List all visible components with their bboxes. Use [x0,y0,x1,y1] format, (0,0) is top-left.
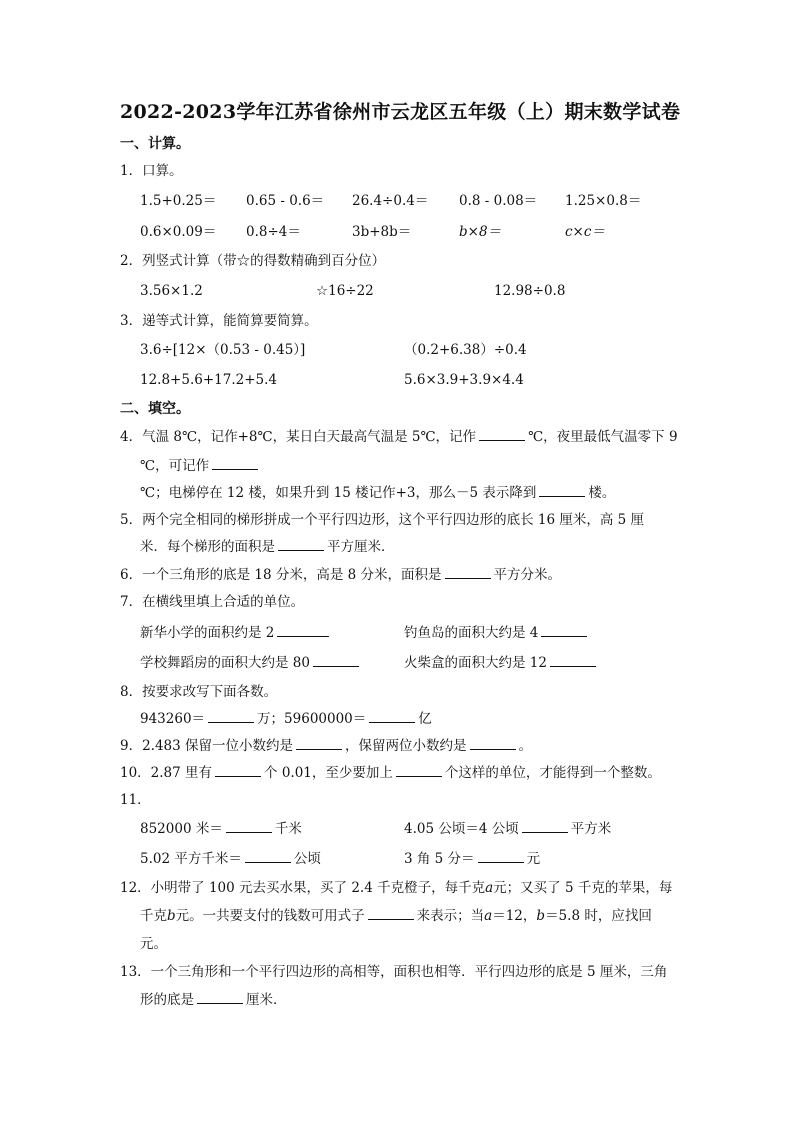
question-1-label: 1．口算。 [120,163,183,179]
q11-text: 平方米 [570,821,612,837]
answer-blank[interactable] [212,457,258,470]
mental-math-item: 0.8÷4＝ [246,224,301,240]
unit-fill-text: 新华小学的面积约是 2 [140,625,275,641]
q11-text: 4.05 公顷＝4 公顷 [404,821,519,837]
question-5-line-2 [140,538,395,556]
stepwise-calc-item: （0.2+6.38）÷0.4 [404,342,527,358]
vertical-calc-item: ☆16÷22 [316,283,374,299]
answer-blank[interactable] [278,538,324,551]
answer-blank[interactable] [522,820,568,833]
answer-blank[interactable] [368,907,414,920]
mental-math-item: b×8＝ [459,224,502,240]
mental-math-item: 0.8 - 0.08＝ [459,193,538,209]
unit-fill-text: 钓鱼岛的面积大约是 4 [404,625,539,641]
question-8-items [140,710,432,728]
variable-a: a [484,908,493,924]
mental-math-item: 1.25×0.8＝ [565,193,642,209]
q6-text: 6．一个三角形的底是 18 分米，高是 8 分米，面积是 [120,567,442,583]
q11-text: 公顷 [293,851,321,867]
page-title: 2022-2023学年江苏省徐州市云龙区五年级（上）期末数学试卷 [120,101,681,123]
q4-text: 楼。 [588,485,616,501]
question-13-line-2 [140,991,287,1009]
unit-convert-item [140,820,302,838]
question-11-label: 11． [120,792,151,808]
unit-fill-text: 学校舞蹈房的面积大约是 80 [140,655,310,671]
q11-text: 千米 [274,821,302,837]
variable-b: b [167,908,176,924]
q13-text: 厘米． [246,992,287,1008]
q8-text: 亿 [418,711,432,727]
q4-text: 4．气温 8℃，记作+8℃，某日白天最高气温是 5℃，记作 [120,429,477,445]
unit-fill-item [140,624,332,642]
question-8-label: 8．按要求改写下面各数。 [120,684,278,700]
question-12-line-2 [140,907,652,925]
q9-text: ，保留两位小数约是 [345,738,467,754]
unit-convert-item [404,850,540,868]
question-9 [120,737,532,755]
q11-text: 元 [526,851,541,867]
q11-text: 5.02 平方千米＝ [140,851,242,867]
mental-math-item: c×c＝ [565,224,605,240]
unit-fill-item [140,654,362,672]
question-6 [120,566,561,584]
q12-text: ＝5.8 时，应找回 [545,908,652,924]
question-13-line-1: 13．一个三角形和一个平行四边形的高相等，面积也相等．平行四边形的底是 5 厘米，三角 [120,964,668,980]
q9-text: 9．2.483 保留一位小数约是 [120,738,294,754]
mental-math-item: 0.65 - 0.6＝ [246,193,325,209]
answer-blank[interactable] [215,764,261,777]
answer-blank[interactable] [208,710,254,723]
answer-blank[interactable] [396,764,442,777]
question-2-label: 2．列竖式计算（带☆的得数精确到百分位） [120,253,386,269]
answer-blank[interactable] [479,428,525,441]
answer-blank[interactable] [470,737,516,750]
q10-text: 10．2.87 里有 [120,765,213,781]
q5-text: 米．每个梯形的面积是 [140,539,275,555]
answer-blank[interactable] [550,654,596,667]
answer-blank[interactable] [445,566,491,579]
question-12-line-1 [120,879,672,897]
q9-text: 。 [518,738,533,754]
mental-math-item: 26.4÷0.4＝ [352,193,429,209]
q8-text: 万；59600000＝ [257,711,367,727]
variable-b: b [536,908,546,924]
question-4-line-1 [120,428,678,446]
mental-math-item: 1.5+0.25＝ [140,193,217,209]
answer-blank[interactable] [296,737,342,750]
unit-convert-item [140,850,321,868]
q10-text: 个这样的单位，才能得到一个整数。 [444,765,661,781]
unit-fill-text: 火柴盒的面积大约是 12 [404,655,547,671]
answer-blank[interactable] [313,654,359,667]
answer-blank[interactable] [277,624,329,637]
question-4-line-2 [140,457,261,475]
q8-text: 943260＝ [140,711,206,727]
vertical-calc-item: 3.56×1.2 [140,283,203,299]
q10-text: 个 0.01，至少要加上 [264,765,393,781]
unit-fill-item [404,654,599,672]
q12-text: 元。一共要支付的钱数可用式子 [175,908,365,924]
answer-blank[interactable] [197,991,243,1004]
question-4-line-3 [140,484,615,502]
q4-text: ℃，夜里最低气温零下 9 [528,429,678,445]
section-heading-fill-blanks: 二、填空。 [120,401,190,417]
q11-text: 3 角 5 分＝ [404,851,475,867]
unit-fill-item [404,624,590,642]
section-heading-calculation: 一、计算。 [120,136,190,152]
q12-text: 千克 [140,908,167,924]
q11-text: 852000 米＝ [140,821,223,837]
q12-text: 元；又买了 5 千克的苹果，每 [493,880,673,896]
unit-convert-item [404,820,611,838]
question-12-line-3: 元。 [140,936,167,952]
q5-text: 平方厘米． [327,539,395,555]
q12-text: 来表示；当 [416,908,485,924]
q4-text: ℃，可记作 [140,458,210,474]
stepwise-calc-item: 5.6×3.9+3.9×4.4 [404,372,524,388]
answer-blank[interactable] [245,850,291,863]
stepwise-calc-item: 12.8+5.6+17.2+5.4 [140,372,277,388]
stepwise-calc-item: 3.6÷[12×（0.53 - 0.45）] [140,342,306,358]
vertical-calc-item: 12.98÷0.8 [494,283,566,299]
q13-text: 形的底是 [140,992,194,1008]
question-7-label: 7．在横线里填上合适的单位。 [120,594,305,610]
mental-math-item: 3b+8b＝ [352,224,412,240]
answer-blank[interactable] [226,820,272,833]
answer-blank[interactable] [478,850,524,863]
q12-text: ＝12， [492,908,537,924]
variable-a: a [485,880,494,896]
q12-text: 12．小明带了 100 元去买水果，买了 2.4 千克橙子，每千克 [120,880,486,896]
mental-math-item: 0.6×0.09＝ [140,224,217,240]
question-5-line-1: 5．两个完全相同的梯形拼成一个平行四边形，这个平行四边形的底长 16 厘米，高 5 厘 [120,512,645,528]
q4-text: ℃；电梯停在 12 楼，如果升到 15 楼记作+3，那么－5 表示降到 [140,485,537,501]
answer-blank[interactable] [369,710,415,723]
answer-blank[interactable] [539,484,585,497]
answer-blank[interactable] [541,624,587,637]
question-3-label: 3．递等式计算，能简算要简算。 [120,313,318,329]
question-10 [120,764,661,782]
q6-text: 平方分米。 [493,567,562,583]
